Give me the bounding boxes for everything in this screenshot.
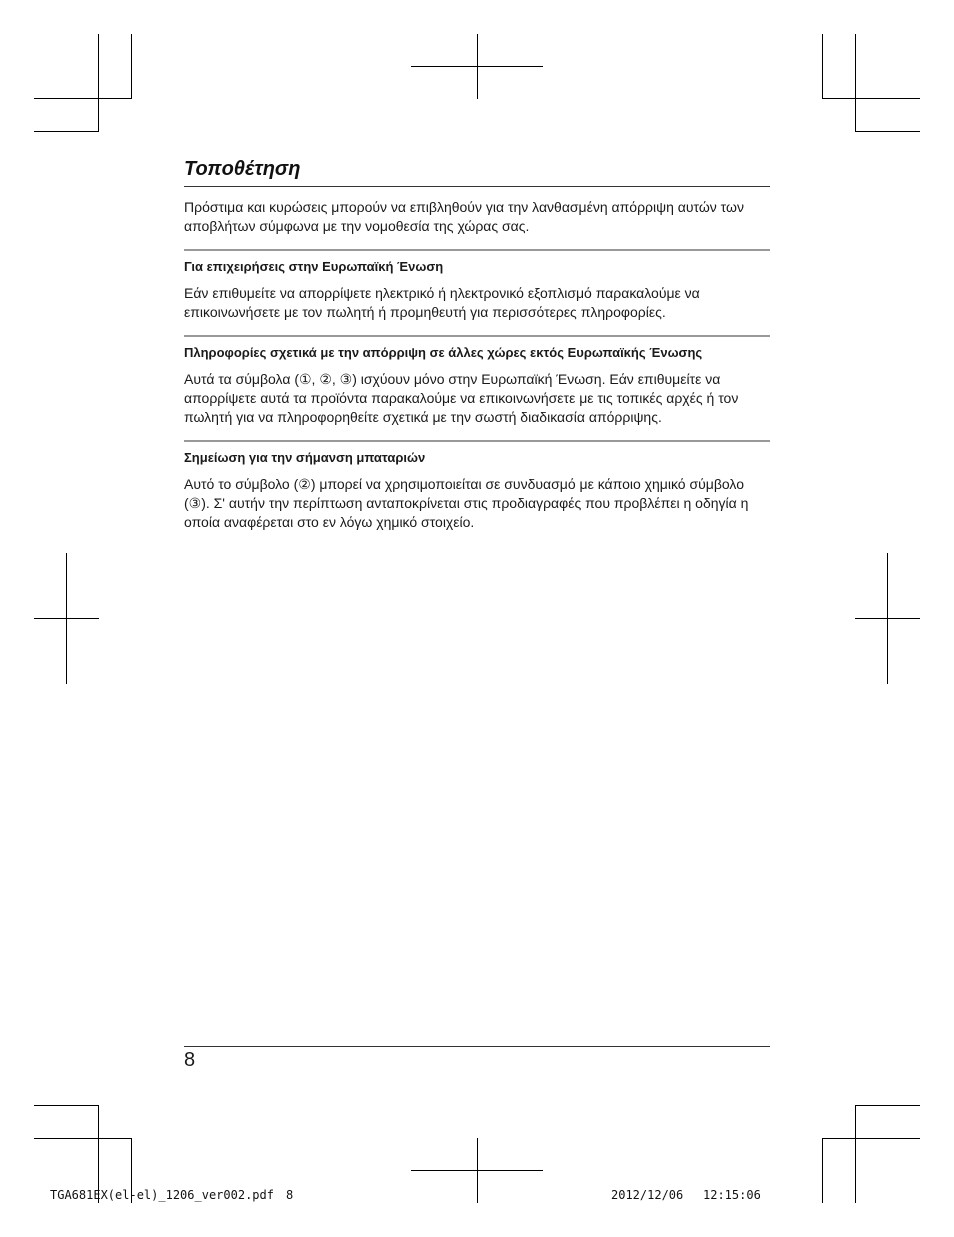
crop-mark-line xyxy=(34,1105,99,1106)
crop-mark-line xyxy=(855,618,920,619)
crop-mark-line xyxy=(34,98,131,99)
crop-mark-line xyxy=(855,34,856,131)
crop-mark-line xyxy=(34,131,99,132)
print-date: 2012/12/06 xyxy=(611,1188,684,1202)
page-number: 8 xyxy=(184,1049,196,1071)
info-block-non-eu-disposal xyxy=(184,335,770,427)
crop-mark-line xyxy=(477,34,478,99)
crop-mark-line xyxy=(855,131,920,132)
crop-mark-line xyxy=(822,34,823,99)
crop-mark-line xyxy=(822,1138,920,1139)
crop-mark-line xyxy=(822,98,920,99)
block-text: Αυτό το σύμβολο (②) μπορεί να χρησιμοποιείται σε συνδυασμό με κάποιο χημικό σύμβολο (③). Σ' αυτήν την περίπτωση ανταποκρίνεται στις προδιαγραφές που προβλέπει η οδηγία η οποία αναφέρεται στο εν λόγω χημικό στοιχείο. xyxy=(184,476,749,530)
crop-mark-line xyxy=(131,34,132,99)
print-file-name: TGA681EX(el-el)_1206_ver002.pdf xyxy=(50,1188,274,1202)
page-content xyxy=(184,150,770,532)
block-heading: Πληροφορίες σχετικά με την απόρριψη σε άλλες χώρες εκτός Ευρωπαϊκής Ένωσης xyxy=(184,345,703,360)
print-time: 12:15:06 xyxy=(703,1188,761,1202)
print-sheet-number: 8 xyxy=(286,1188,294,1202)
section-title: Τοποθέτηση xyxy=(184,156,770,187)
crop-mark-line xyxy=(34,1138,131,1139)
block-text: Αυτά τα σύμβολα (①, ②, ③) ισχύουν μόνο στην Ευρωπαϊκή Ένωση. Εάν επιθυμείτε να απορρίψετε αυτά τα προϊόντα παρακαλούμε να επικοινωνήσετε με τις τοπικές αρχές ή τον πωλητή για να πληροφορηθείτε σχετικά με την σωστή διαδικασία απόρριψης. xyxy=(184,371,739,425)
crop-mark-line xyxy=(34,618,99,619)
block-text: Εάν επιθυμείτε να απορρίψετε ηλεκτρικό ή ηλεκτρονικό εξοπλισμό παρακαλούμε να επικοινωνήσετε με τον πωλητή ή προμηθευτή για περισσότερες πληροφορίες. xyxy=(184,285,700,320)
info-block-eu-businesses xyxy=(184,249,770,322)
crop-mark-line xyxy=(98,34,99,131)
crop-mark-line xyxy=(477,1138,478,1203)
crop-mark-line xyxy=(855,1105,920,1106)
block-heading: Σημείωση για την σήμανση μπαταριών xyxy=(184,450,426,465)
crop-mark-line xyxy=(855,1105,856,1203)
footer-divider xyxy=(184,1046,770,1047)
crop-mark-line xyxy=(822,1138,823,1203)
intro-paragraph: Πρόστιμα και κυρώσεις μπορούν να επιβληθούν για την λανθασμένη απόρριψη αυτών των αποβλήτων σύμφωνα με την νομοθεσία της χώρας σας. xyxy=(184,199,744,234)
info-block-battery-symbol xyxy=(184,440,770,532)
block-heading: Για επιχειρήσεις στην Ευρωπαϊκή Ένωση xyxy=(184,259,444,274)
